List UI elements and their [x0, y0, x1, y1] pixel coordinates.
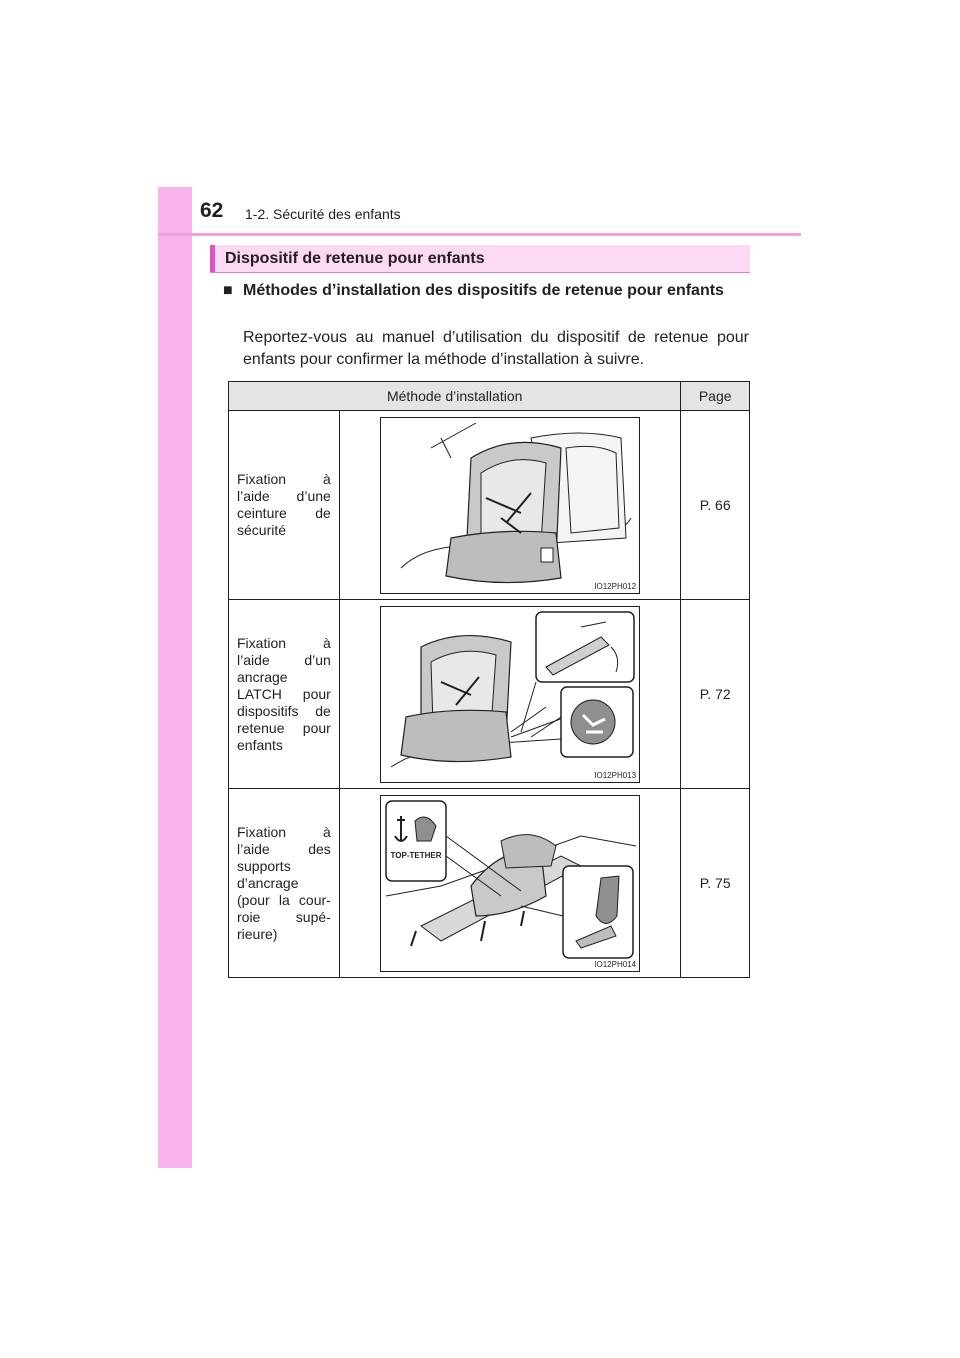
heading-accent — [210, 245, 215, 272]
section-heading: Dispositif de retenue pour enfants — [225, 250, 485, 267]
page-number: 62 — [200, 199, 224, 222]
table-row — [229, 789, 750, 978]
figure-code: IO12PH012 — [594, 581, 637, 591]
child-seat-seatbelt-illustration — [381, 418, 639, 593]
figure-code: IO12PH013 — [594, 770, 637, 780]
top-tether-label: TOP-TETHER — [390, 850, 442, 860]
page-ref: P. 75 — [681, 789, 750, 978]
latch-install-figure — [380, 606, 640, 783]
table-header-row — [229, 382, 750, 411]
section-heading-box — [210, 245, 750, 273]
child-seat-latch-illustration — [381, 607, 639, 782]
body-paragraph: Reportez-vous au manuel d’utilisation du dispositif de retenue pour enfants pour confirmer la méthode d’installation à suivre. — [243, 329, 749, 368]
square-bullet-icon: ■ — [223, 282, 233, 299]
side-tab-bar — [158, 187, 192, 1168]
column-header-page: Page — [681, 382, 750, 411]
column-header-method: Méthode d’installation — [229, 382, 681, 411]
method-cell: Fixation à l’aide d’une ceinture de sécurité — [229, 411, 340, 600]
seatbelt-install-figure — [380, 417, 640, 594]
section-title: 1-2. Sécurité des enfants — [245, 206, 401, 222]
sub-heading-text: Méthodes d’installation des dispositifs de retenue pour enfants — [243, 282, 724, 299]
install-methods-table — [228, 381, 750, 978]
method-cell: Fixation à l’aide des supports d’ancrage (pour la cour- roie supé- rieure) — [229, 789, 340, 978]
child-seat-tether-illustration — [381, 796, 639, 971]
method-cell: Fixation à l’aide d’un ancrage LATCH pour dispositifs de retenue pour enfants — [229, 600, 340, 789]
table-row — [229, 600, 750, 789]
table-row — [229, 411, 750, 600]
figure-code: IO12PH014 — [594, 959, 637, 969]
header-rule — [158, 233, 801, 236]
page-ref: P. 66 — [681, 411, 750, 600]
page-ref: P. 72 — [681, 600, 750, 789]
top-tether-install-figure — [380, 795, 640, 972]
